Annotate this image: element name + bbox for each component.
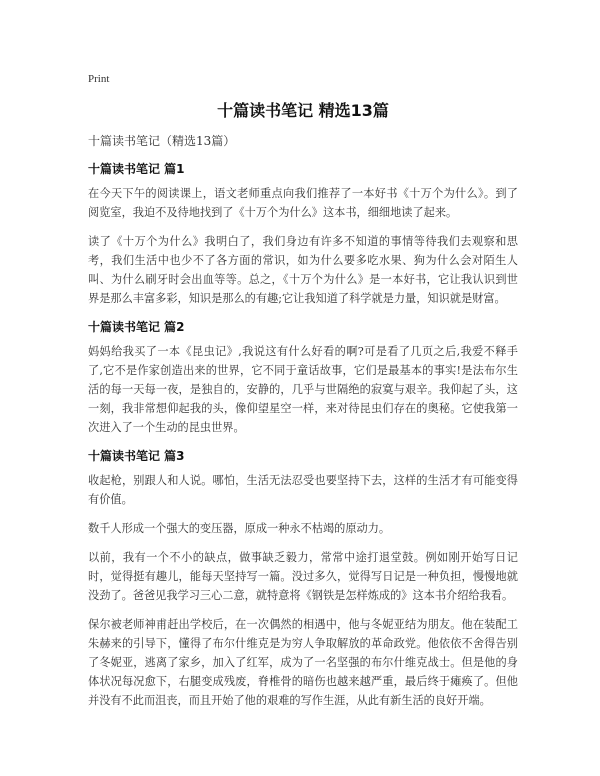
paragraph: 读了《十万个为什么》我明白了，我们身边有许多不知道的事情等待我们去观察和思考，我们生活中也少不了各方面的常识，如为什么要多吃水果、狗为什么会对陌生人叫、为什么刷牙时会出血等等。总之，《十万个为什么》是一本好书，它让我认识到世界是那么丰富多彩，知识是那么的有趣;它让我知道了科学就是力量，知识就是财富。 [88, 235, 518, 305]
section-heading: 十篇读书笔记 篇2 [88, 320, 185, 334]
paragraph: 妈妈给我买了一本《昆虫记》,我说这有什么好看的啊?可是看了几页之后,我爱不释手了,它不是作家创造出来的世界，它不同于童话故事，它们是最基本的事实!是法布尔生活的每一天每一夜，是独自的，安静的，几乎与世隔绝的寂寞与艰辛。我仰起了头，这一刻，我非常想仰起我的头，像仰望星空一样，来对待昆虫们存在的奥秘。它使我第一次进入了一个生动的昆虫世界。 [88, 345, 518, 434]
paragraph: 收起枪，别跟人和人说。哪怕，生活无法忍受也要坚持下去，这样的生活才有可能变得有价值。 [88, 474, 518, 506]
paragraph: 在今天下午的阅读课上，语文老师重点向我们推荐了一本好书《十万个为什么》。到了阅览室，我迫不及待地找到了《十万个为什么》这本书，细细地读了起来。 [88, 187, 518, 219]
section-heading: 十篇读书笔记 篇1 [88, 162, 185, 176]
paragraph: 以前，我有一个不小的缺点，做事缺乏毅力，常常中途打退堂鼓。例如刚开始写日记时，觉得挺有趣儿，能每天坚持写一篇。没过多久，觉得写日记是一种负担，慢慢地就没劲了。爸爸见我学习三心二意，就特意将《钢铁是怎样炼成的》这本书介绍给我看。 [88, 551, 518, 602]
print-label: Print [88, 73, 110, 85]
document-title: 十篇读书笔记 精选13篇 [217, 101, 389, 120]
section-heading: 十篇读书笔记 篇3 [88, 449, 185, 463]
section-1 [88, 160, 518, 308]
paragraph: 保尔被老师神甫赶出学校后，在一次偶然的相遇中，他与冬妮亚结为朋友。他在装配工朱赫来的引导下，懂得了布尔什维克是为穷人争取解放的革命政党。他依依不舍得告别了冬妮亚，逃离了家乡，加入了红军，成为了一名坚强的布尔什维克战士。但是他的身体状况每况愈下，右腿变成残废，脊椎骨的暗伤也越来越严重，最后终于瘫痪了。但他并没有不此而沮丧，而且开始了他的艰难的写作生涯，从此有新生活的良好开端。 [88, 618, 518, 707]
section-2 [88, 318, 518, 437]
section-3 [88, 447, 518, 710]
document-page [88, 72, 518, 720]
paragraph: 数千人形成一个强大的变压器，原成一种永不枯竭的原动力。 [88, 522, 391, 535]
document-subtitle: 十篇读书笔记（精选13篇） [88, 134, 236, 148]
